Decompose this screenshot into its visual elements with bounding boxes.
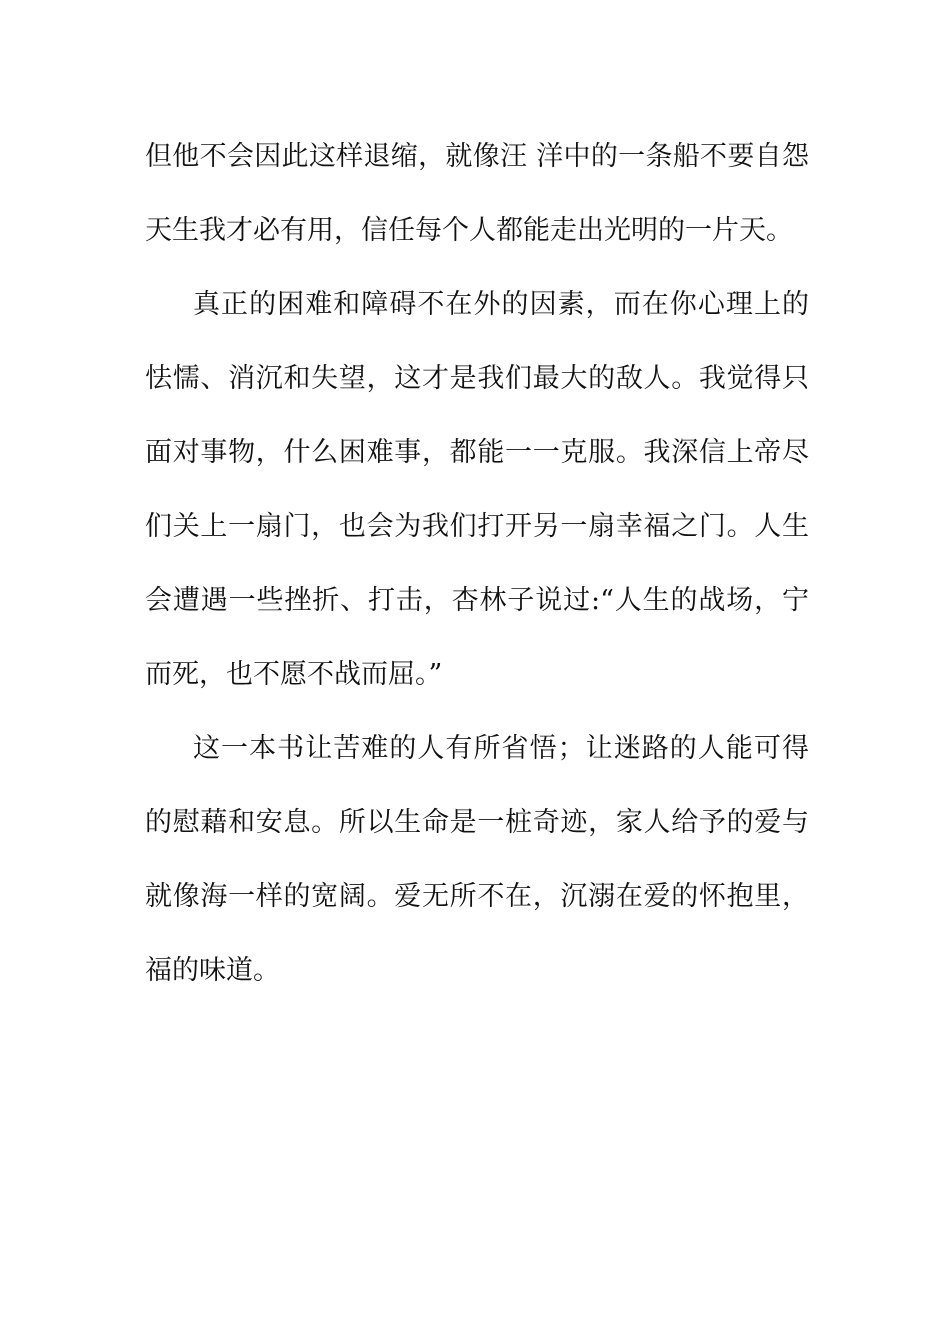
document-body xyxy=(145,120,809,1008)
paragraph-line: 们关上一扇门，也会为我们打开另一扇幸福之门。人生 xyxy=(145,511,809,542)
paragraph-line: 就像海一样的宽阔。爱无所不在，沉溺在爱的怀抱里， xyxy=(145,881,809,912)
paragraph-line: 而死，也不愿不战而屈。” xyxy=(145,659,443,690)
paragraph-2 xyxy=(145,268,809,712)
paragraph-line: 但他不会因此这样退缩，就像汪 洋中的一条船不要自怨 xyxy=(145,141,809,172)
paragraph-line: 面对事物，什么困难事，都能一一克服。我深信上帝尽 xyxy=(145,437,809,468)
paragraph-line: 这一本书让苦难的人有所省悟；让迷路的人能可得 xyxy=(193,733,809,764)
paragraph-line: 真正的困难和障碍不在外的因素，而在你心理上的 xyxy=(193,289,809,320)
paragraph-1 xyxy=(145,120,809,268)
paragraph-line: 福的味道。 xyxy=(145,955,280,986)
paragraph-line: 怯懦、消沉和失望，这才是我们最大的敌人。我觉得只 xyxy=(145,363,809,394)
paragraph-3 xyxy=(145,712,809,1008)
paragraph-line: 会遭遇一些挫折、打击，杏林子说过:“人生的战场，宁 xyxy=(145,585,809,616)
paragraph-line: 天生我才必有用，信任每个人都能走出光明的一片天。 xyxy=(145,215,793,246)
paragraph-line: 的慰藉和安息。所以生命是一桩奇迹，家人给予的爱与 xyxy=(145,807,809,838)
